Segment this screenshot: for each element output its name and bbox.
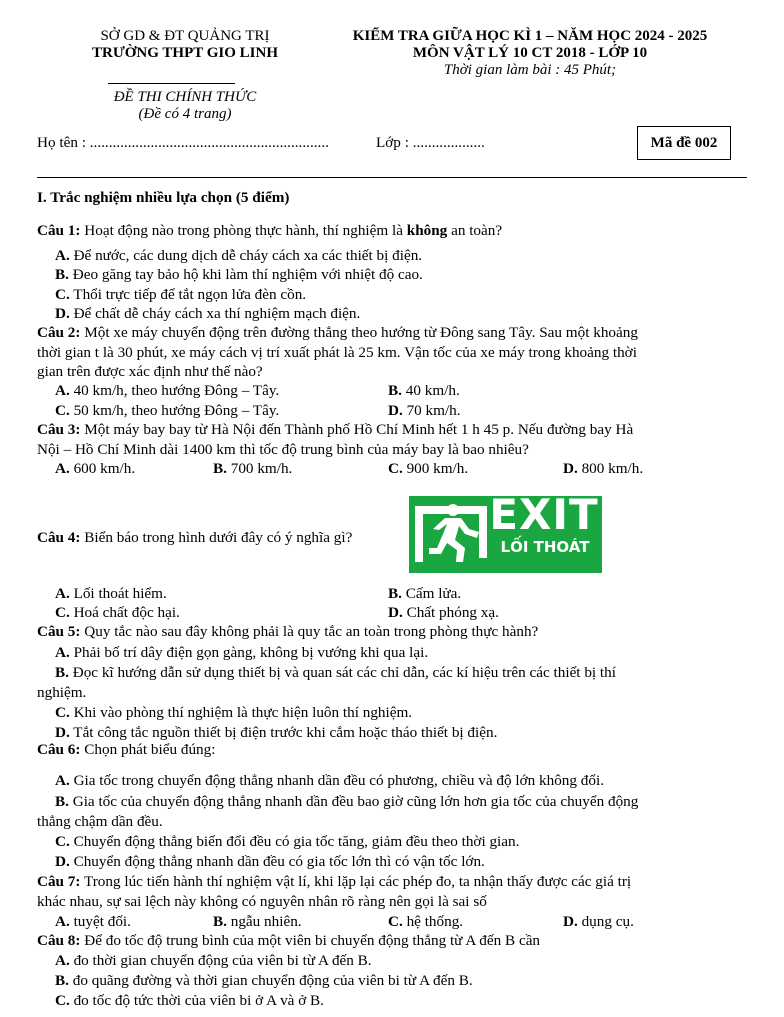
exam-code-box: Mã đề 002 [637, 126, 731, 160]
exam-time: Thời gian làm bài : 45 Phút; [443, 62, 617, 78]
q5-option-a: A. Phải bố trí dây điện gọn gàng, không bị vướng khi qua lại. [55, 644, 429, 661]
q2-option-c: C. 50 km/h, theo hướng Đông – Tây. [55, 402, 280, 419]
question-7-line-2: khác nhau, sự sai lệch này không có nguyên nhân rõ ràng nên gọi là sai số [37, 893, 487, 910]
department-name: SỞ GD & ĐT QUẢNG TRỊ [100, 28, 270, 44]
q4-option-b: B. Cấm lửa. [388, 585, 462, 602]
official-label: ĐỀ THI CHÍNH THỨC [113, 89, 257, 105]
question-2: Câu 2: Một xe máy chuyển động trên đường thẳng theo hướng từ Đông sang Tây. Sau một khoảng [37, 324, 638, 341]
q5-option-c: C. Khi vào phòng thí nghiệm là thực hiện luôn thí nghiệm. [55, 704, 413, 721]
q7-option-b: B. ngẫu nhiên. [213, 913, 302, 930]
q3-option-d: D. 800 km/h. [563, 460, 644, 477]
q8-option-b: B. đo quãng đường và thời gian chuyển động của viên bi từ A đến B. [55, 972, 473, 989]
q6-option-a: A. Gia tốc trong chuyển động thẳng nhanh dần đều có phương, chiều và độ lớn không đổi. [55, 772, 604, 789]
question-7: Câu 7: Trong lúc tiến hành thí nghiệm vật lí, khi lặp lại các phép đo, ta nhận thấy được các giá trị [37, 873, 632, 890]
question-8: Câu 8: Để đo tốc độ trung bình của một viên bi chuyển động thẳng từ A đến B cần [37, 932, 541, 949]
q5-option-b: B. Đọc kĩ hướng dẫn sử dụng thiết bị và quan sát các chỉ dẫn, các kí hiệu trên các thiết bị thí [55, 664, 616, 681]
exam-subject: MÔN VẬT LÝ 10 CT 2018 - LỚP 10 [412, 45, 648, 61]
q7-option-a: A. tuyệt đối. [55, 913, 131, 930]
q2-option-d: D. 70 km/h. [388, 402, 461, 419]
q7-option-c: C. hệ thống. [388, 913, 464, 930]
question-3: Câu 3: Một máy bay bay từ Hà Nội đến Thành phố Hồ Chí Minh hết 1 h 45 p. Nếu đường bay Hà [37, 421, 634, 438]
exit-sign-small-text: LỐI THOÁT [500, 538, 590, 556]
q5-option-d: D. Tắt công tắc nguồn thiết bị điện trước khi cắm hoặc tháo thiết bị điện. [55, 724, 498, 741]
q3-option-c: C. 900 km/h. [388, 460, 469, 477]
class-field: Lớp : ................... [376, 134, 485, 151]
school-name: TRƯỜNG THPT GIO LINH [91, 45, 278, 61]
page-count: (Đề có 4 trang) [138, 106, 232, 122]
q7-option-d: D. dụng cụ. [563, 913, 634, 930]
q4-option-c: C. Hoá chất độc hại. [55, 604, 180, 621]
question-2-line-3: gian trên được xác định như thế nào? [37, 363, 263, 380]
q1-option-a: A. Để nước, các dung dịch dễ cháy cách xa các thiết bị điện. [55, 247, 423, 264]
q6-option-b: B. Gia tốc của chuyển động thẳng nhanh dần đều bao giờ cũng lớn hơn gia tốc của chuyển động [55, 793, 639, 810]
exam-title: KIỂM TRA GIỮA HỌC KÌ 1 – NĂM HỌC 2024 - 2025 [352, 28, 708, 44]
q4-option-d: D. Chất phóng xạ. [388, 604, 499, 621]
q2-option-b: B. 40 km/h. [388, 382, 460, 399]
q2-option-a: A. 40 km/h, theo hướng Đông – Tây. [55, 382, 280, 399]
question-5: Câu 5: Quy tắc nào sau đây không phải là quy tắc an toàn trong phòng thực hành? [37, 623, 539, 640]
q8-option-c: C. đo tốc độ tức thời của viên bi ở A và ở B. [55, 992, 324, 1009]
exit-sign-big-text: EXIT [489, 496, 599, 539]
q6-option-c: C. Chuyển động thẳng biến đổi đều có gia tốc tăng, giảm đều theo thời gian. [55, 833, 520, 850]
section-title: I. Trắc nghiệm nhiều lựa chọn (5 điểm) [37, 189, 290, 206]
header-rule [37, 177, 747, 178]
q1-option-c: C. Thổi trực tiếp để tắt ngọn lửa đèn cồn. [55, 286, 307, 303]
q3-option-b: B. 700 km/h. [213, 460, 293, 477]
q3-option-a: A. 600 km/h. [55, 460, 136, 477]
question-2-line-2: thời gian t là 30 phút, xe máy cách vị trí xuất phát là 25 km. Vận tốc của xe máy trong khoảng thời [37, 344, 637, 361]
q5-option-b-continued: nghiệm. [37, 684, 87, 701]
question-6: Câu 6: Chọn phát biểu đúng: [37, 741, 216, 758]
q1-option-d: D. Để chất dễ cháy cách xa thí nghiệm mạch điện. [55, 305, 361, 322]
q1-option-b: B. Đeo găng tay bảo hộ khi làm thí nghiệm với nhiệt độ cao. [55, 266, 423, 283]
q4-option-a: A. Lối thoát hiểm. [55, 585, 167, 602]
question-3-line-2: Nội – Hồ Chí Minh dài 1400 km thì tốc độ trung bình của máy bay là bao nhiêu? [37, 441, 529, 458]
question-4: Câu 4: Biển báo trong hình dưới đây có ý nghĩa gì? [37, 529, 353, 546]
header-divider [108, 83, 235, 84]
q6-option-d: D. Chuyển động thẳng nhanh dần đều có gia tốc lớn thì có vận tốc lớn. [55, 853, 485, 870]
q6-option-b-continued: thẳng chậm dần đều. [37, 813, 163, 830]
exit-sign [409, 496, 602, 573]
question-1: Câu 1: Hoạt động nào trong phòng thực hành, thí nghiệm là không an toàn? [37, 222, 503, 239]
name-field: Họ tên : ............................................................... [37, 134, 329, 151]
q8-option-a: A. đo thời gian chuyển động của viên bi từ A đến B. [55, 952, 372, 969]
